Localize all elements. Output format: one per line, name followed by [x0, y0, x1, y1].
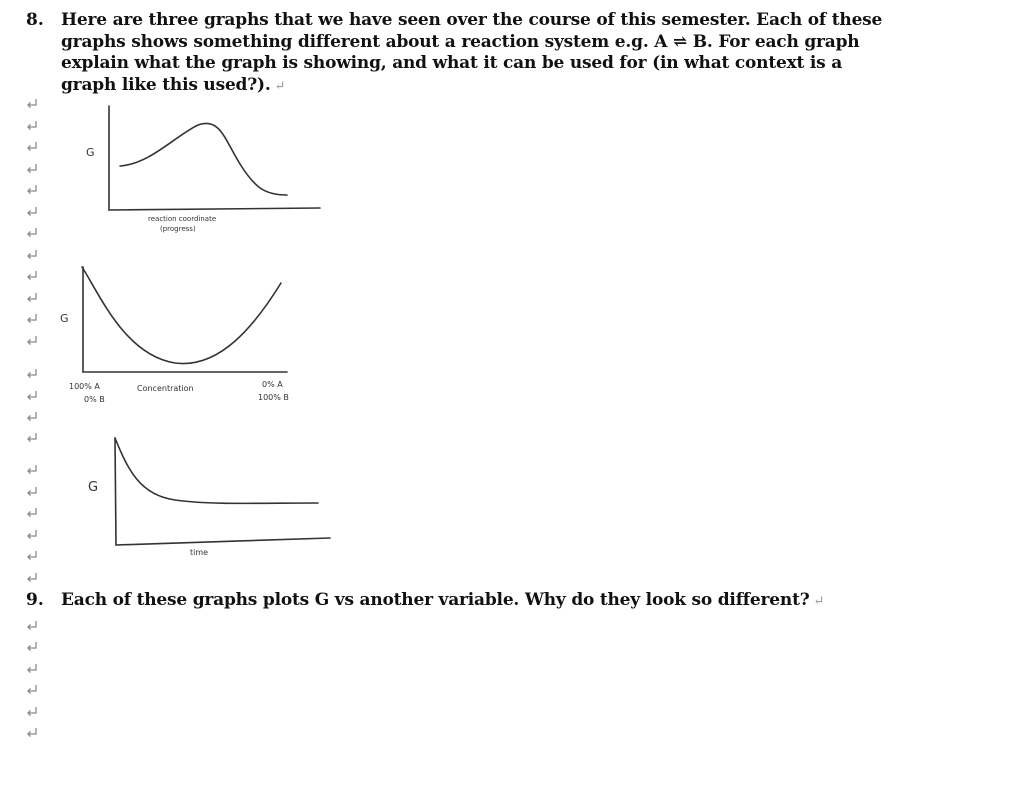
return-arrow-icon: [25, 141, 41, 153]
question-9-text: Each of these graphs plots G vs another variable. Why do they look so different? ↵: [61, 590, 825, 610]
question-9-number: 9.: [26, 590, 44, 610]
return-arrow-icon: [25, 227, 41, 239]
return-arrow-icon: [25, 507, 41, 519]
question-8-text: [61, 10, 1001, 97]
return-arrow-icon: [25, 163, 41, 175]
graph1-x-label-1: reaction coordinate: [148, 215, 217, 223]
graph2-right-label-2: 100% B: [258, 393, 289, 402]
return-arrow-icon: [25, 432, 41, 444]
graph-concentration: [55, 255, 320, 410]
question-8-line-4: graph like this used?). ↵: [61, 74, 286, 95]
return-arrow-icon: [25, 663, 41, 675]
return-arrow-icon: [25, 411, 41, 423]
paragraph-mark: ↵: [813, 594, 825, 609]
return-arrow-icon: [25, 313, 41, 325]
return-arrow-icon: [25, 620, 41, 632]
return-arrow-icon: [25, 486, 41, 498]
return-arrow-icon: [25, 249, 41, 261]
graph2-right-label-1: 0% A: [262, 380, 283, 389]
graph-time: [80, 430, 340, 560]
graph1-energy-curve: [120, 123, 287, 195]
graph3-y-label: G: [88, 480, 99, 495]
graph3-y-axis: [115, 438, 116, 545]
return-arrow-icon: [25, 98, 41, 110]
return-arrow-icon: [25, 120, 41, 132]
return-arrow-icon: [25, 684, 41, 696]
return-arrow-icon: [25, 706, 41, 718]
return-arrow-icon: [25, 368, 41, 380]
return-arrow-icon: [25, 270, 41, 282]
graph1-x-axis: [109, 208, 320, 210]
question-8-line-1: Here are three graphs that we have seen over the course of this semester. Each of these: [61, 10, 883, 30]
graph3-x-axis: [116, 538, 330, 545]
return-arrow-icon: [25, 292, 41, 304]
graph3-energy-curve: [115, 438, 318, 503]
graph1-x-label-2: (progress): [160, 225, 196, 233]
graph2-left-label-2: 0% B: [84, 395, 105, 404]
paragraph-mark: ↵: [274, 78, 286, 94]
graph2-y-label: G: [60, 312, 69, 325]
graph1-y-label: G: [86, 146, 95, 159]
graph2-x-label: Concentration: [137, 384, 194, 393]
question-8-number: 8.: [26, 10, 44, 30]
question-8-line-2: graphs shows something different about a reaction system e.g. A ⇌ B. For each graph: [61, 31, 860, 52]
return-arrow-icon: [25, 335, 41, 347]
return-arrow-icon: [25, 184, 41, 196]
return-arrow-icon: [25, 464, 41, 476]
return-arrow-icon: [25, 206, 41, 218]
graph3-x-label: time: [190, 548, 209, 557]
graph2-energy-curve: [82, 267, 281, 364]
graph2-left-label-1: 100% A: [69, 382, 100, 391]
return-arrow-icon: [25, 550, 41, 562]
return-arrow-icon: [25, 572, 41, 584]
graph-reaction-coordinate: [80, 100, 330, 240]
question-8-line-3: explain what the graph is showing, and what it can be used for (in what context is a: [61, 53, 843, 73]
return-arrow-icon: [25, 529, 41, 541]
return-arrow-icon: [25, 727, 41, 739]
return-arrow-icon: [25, 390, 41, 402]
return-arrow-icon: [25, 641, 41, 653]
